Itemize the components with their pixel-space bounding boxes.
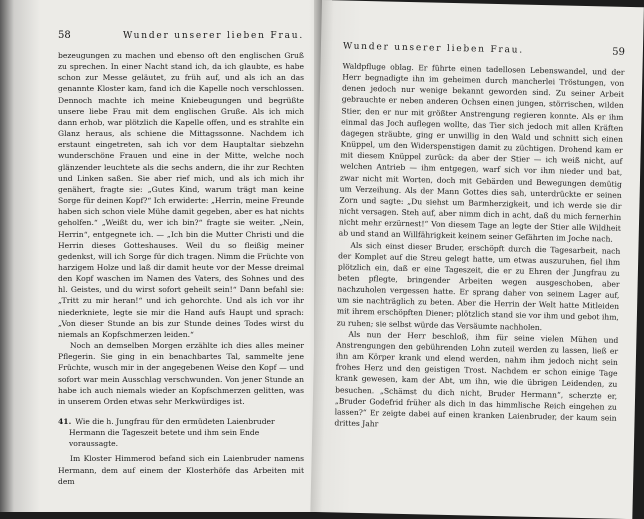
- right-paragraph-1: Waldpfluge oblag. Er führte einen tadellosen Lebenswandel, und der Herr begnadigte ihn im geheimen durch mancherlei Tröstungen, von denen jedoch nur wenige bekannt geworden sind. Zu seiner Arbeit gebrauchte er neben anderen Ochsen einen jungen, störrischen, wilden Stier, den er nur mit größter Anstrengung regieren konnte. Als er ihm einmal das Joch auflegen wollte, das Tier sich jedoch mit allen Kräften dagegen sträubte, ging er unwillig in den Wald und schnitt sich einen Knüppel, um den Widerspenstigen damit zu züchtigen. Drohend kam er mit diesem Knüppel zurück: da aber der Stier — ich weiß nicht, auf welchen Antrieb — ihm entgegen, warf sich vor ihm nieder und bat, zwar nicht mit Worten, doch mit Gebärden und Bewegungen demütig um Verzeihung. Als der Mann Gottes dies sah, unterdrückte er seinen Zorn und sagte: „Du siehst um Barmherzigkeit, und ich werde sie dir nicht versagen. Steh auf, aber nimm dich in acht, daß du mich fernerhin nicht mehr erzürnest!“ Von diesem Tage an legte der Stier alle Wildheit ab und stand an Willfährigkeit keinem seiner Gefährten im Joche nach.: [338, 61, 625, 245]
- right-page-header: [343, 40, 625, 57]
- left-page-header: [58, 30, 304, 41]
- left-paragraph-1: bezeugungen zu machen und ebenso oft den englischen Gruß zu sprechen. In einer Nacht stand ich, da ich glaubte, es habe schon zur Messe geläutet, zu früh auf, und als ich an das genannte Kloster kam, fand ich die Kapelle noch verschlossen. Dennoch machte ich meine Kniebeugungen und begrüßte unsere liebe Frau mit dem englischen Gruße. Als ich mich dann erhob, war plötzlich die Kapelle offen, und es strahlte ein Glanz heraus, als schiene die Mittagssonne. Nachdem ich erstaunt eingetreten, sah ich vor dem Hauptaltar siebzehn wunderschöne Frauen und eine in der Mitte, welche noch glänzender leuchtete als die sechs andern, die ihr zur Rechten und Linken saßen. Sie aber rief mich, und als ich mich ihr genähert, fragte sie: „Gutes Kind, warum trägt man keine Sorge für deinen Kopf?“ Ich erwiderte: „Herrin, meine Freunde haben sich schon viele Mühe damit gegeben, aber es hat nichts geholfen.“ „Weißt du, wer ich bin?“ fragte sie weiter. „Nein, Herrin“, entgegnete ich. — „Ich bin die Mutter Christi und die Herrin dieses Gotteshauses. Weil du so fleißig meiner gedenkst, will ich Sorge für dich tragen. Nimm die Früchte von harzigem Holze und laß dir damit heute vor der Messe dreimal den Kopf waschen im Namen des Vaters, des Sohnes und des hl. Geistes, und du wirst sofort geheilt sein!“ Dann befahl sie: „Tritt zu mir heran!“ und ich gehorchte. Und als ich vor ihr niederkniete, legte sie mir die Hand aufs Haupt und sprach: „Von dieser Stunde an bis zur Stunde deines Todes wirst du niemals an Kopfschmerzen leiden.“: [58, 51, 304, 339]
- right-page-number: 59: [612, 46, 626, 58]
- right-paragraph-2: Als sich einst dieser Bruder, erschöpft durch die Tagesarbeit, nach der Komplet auf die Streu gelegt hatte, um etwas auszuruhen, fiel ihm plötzlich ein, daß er eine Tageszeit, die er zu Ehren der Jungfrau zu beten pflegte, bringender Arbeiten wegen ausgeschoben, aber nachzuholen vergessen hatte. Er sprang daher von seinem Lager auf, um sie nachträglich zu beten. Aber die Herrin der Welt hatte Mitleiden mit ihrem erschöpften Diener; plötzlich stand sie vor ihm und gebot ihm, zu ruhen; sie selbst würde das Versäumte nachholen.: [336, 240, 621, 332]
- right-running-head: Wunder unserer lieben Frau.: [342, 41, 525, 56]
- left-page-number: 58: [58, 30, 71, 41]
- section-heading: [58, 416, 304, 449]
- left-page: [0, 0, 322, 512]
- section-title: Wie die h. Jungfrau für den ermüdeten Laienbruder Hermann die Tageszeit betete und ihm sein Ende voraussagte.: [69, 417, 275, 449]
- left-paragraph-3: Im Kloster Himmerod befand sich ein Laienbruder namens Hermann, dem auf einem der Klosterhöfe das Arbeiten mit dem: [58, 454, 304, 486]
- left-paragraph-2: Noch an demselben Morgen erzählte ich dies alles meiner Pflegerin. Sie ging in ein benachbartes Tal, sammelte jene Früchte, wusch mir in der angegebenen Weise den Kopf — und sofort war mein Ausschlag verschwunden. Von jener Stunde an habe ich auch niemals wieder an Kopfschmerzen gelitten, was in unserem Orden etwas sehr Merkwürdiges ist.: [58, 341, 304, 406]
- right-paragraph-3: Als nun der Herr beschloß, ihm für seine vielen Mühen und Anstrengungen den gebührenden Lohn zuteil werden zu lassen, ließ er ihn am Körper krank und elend werden, nahm ihm jedoch nicht sein frohes Herz und den geistigen Trost. Nachdem er schon einige Tage krank gewesen, kam der Abt, um ihn, wie die übrigen Leidenden, zu besuchen. „Schämst du dich nicht, Bruder Hermann“, scherzte er, „Bruder Godefrid früher als dich in das himmlische Reich eingehen zu lassen?“ Er zeigte dabei auf einen kranken Laienbruder, der kaum sein drittes Jahr: [334, 329, 619, 429]
- section-number: 41.: [58, 417, 72, 426]
- left-running-head: Wunder unserer lieben Frau.: [122, 31, 304, 41]
- right-page: [310, 0, 644, 519]
